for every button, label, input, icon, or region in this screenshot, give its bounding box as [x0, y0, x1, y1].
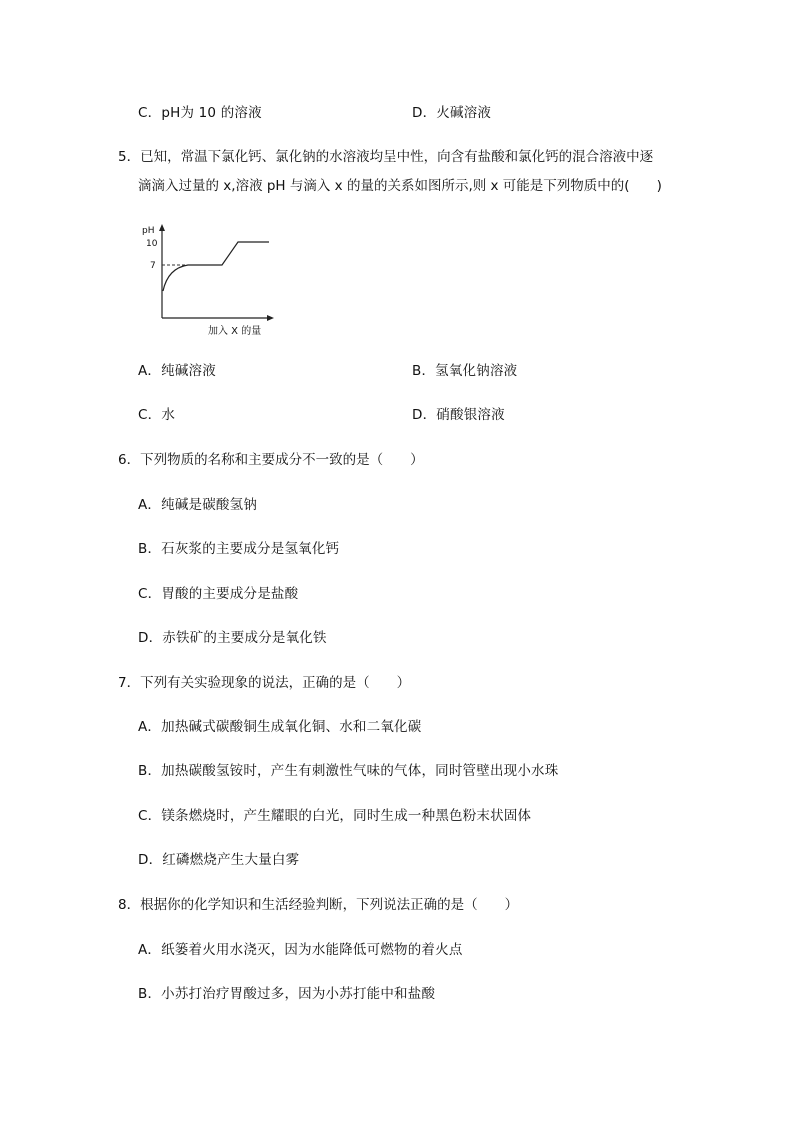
- q5-option-b: B．氢氧化钠溶液: [412, 363, 518, 379]
- ph-curve: [163, 242, 269, 291]
- q8-stem: 8．根据你的化学知识和生活经验判断，下列说法正确的是（ ）: [118, 897, 519, 913]
- q4-option-c: C．pH为 10 的溶液: [138, 105, 262, 121]
- tick-label-10: 10: [146, 239, 158, 249]
- x-axis-label: 加入 X 的量: [208, 326, 262, 337]
- y-axis-arrow: [159, 224, 165, 231]
- x-axis-arrow: [267, 315, 274, 321]
- q5-stem-line2: 滴滴入过量的 x,溶液 pH 与滴入 x 的量的关系如图所示,则 x 可能是下列物质中的( ): [138, 178, 662, 194]
- q6-stem: 6．下列物质的名称和主要成分不一致的是（ ）: [118, 452, 424, 468]
- q7-stem: 7．下列有关实验现象的说法，正确的是（ ）: [118, 675, 411, 691]
- q6-option-c: C．胃酸的主要成分是盐酸: [138, 586, 299, 602]
- q7-option-d: D．红磷燃烧产生大量白雾: [138, 852, 300, 868]
- q6-option-a: A．纯碱是碳酸氢钠: [138, 497, 258, 513]
- q6-option-d: D．赤铁矿的主要成分是氧化铁: [138, 630, 327, 646]
- q7-option-a: A．加热碱式碳酸铜生成氧化铜、水和二氧化碳: [138, 719, 422, 735]
- q8-option-a: A．纸篓着火用水浇灭，因为水能降低可燃物的着火点: [138, 942, 463, 958]
- q5-option-d: D．硝酸银溶液: [412, 407, 505, 423]
- q8-option-b: B．小苏打治疗胃酸过多，因为小苏打能中和盐酸: [138, 986, 436, 1002]
- q5-option-a: A．纯碱溶液: [138, 363, 216, 379]
- q5-option-c: C．水: [138, 407, 176, 423]
- y-axis-label: pH: [142, 226, 155, 236]
- ph-curve-graph: [138, 222, 278, 340]
- tick-label-7: 7: [150, 261, 156, 271]
- q6-option-b: B．石灰浆的主要成分是氢氧化钙: [138, 541, 340, 557]
- q4-option-d: D．火碱溶液: [412, 105, 492, 121]
- q5-stem-line1: 5．已知，常温下氯化钙、氯化钠的水溶液均呈中性，向含有盐酸和氯化钙的混合溶液中逐: [118, 149, 654, 165]
- q7-option-c: C．镁条燃烧时，产生耀眼的白光，同时生成一种黑色粉末状固体: [138, 808, 532, 824]
- q7-option-b: B．加热碳酸氢铵时，产生有刺激性气味的气体，同时管壁出现小水珠: [138, 763, 559, 779]
